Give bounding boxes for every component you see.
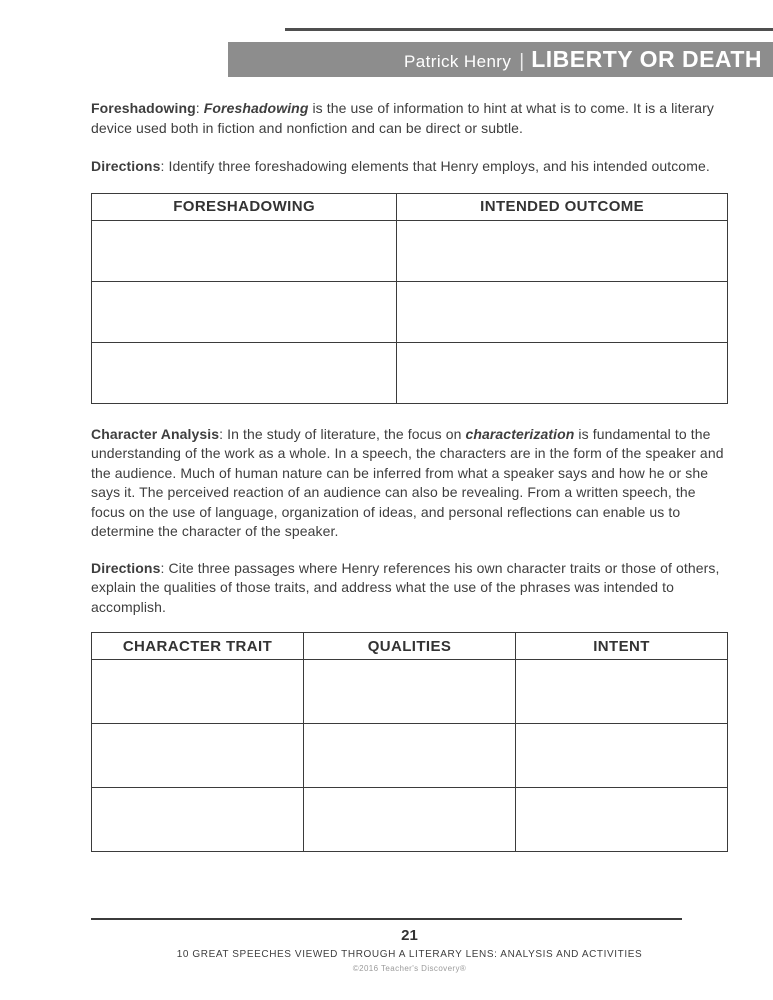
table-row <box>92 220 728 281</box>
answer-cell <box>516 724 728 788</box>
foreshadowing-definition-text: is the use of information to hint at what is to come. It is a literary device used both in fiction and nonfiction and can be direct or subtle. <box>91 100 714 136</box>
answer-cell <box>92 788 304 852</box>
answer-cell <box>397 220 728 281</box>
answer-cell <box>397 281 728 342</box>
character-analysis-definition <box>91 425 728 542</box>
character-analysis-label: Character Analysis <box>91 425 220 442</box>
answer-cell <box>92 724 304 788</box>
table-header-row <box>92 633 728 660</box>
column-header-intended-outcome: INTENDED OUTCOME <box>397 193 728 220</box>
answer-cell <box>92 281 397 342</box>
table-row <box>92 342 728 403</box>
answer-cell <box>304 660 516 724</box>
answer-cell <box>92 220 397 281</box>
directions-text: : Identify three foreshadowing elements that Henry employs, and his intended outcome. <box>160 158 710 174</box>
content-area <box>91 99 728 852</box>
character-analysis-text-before: : In the study of literature, the focus on <box>219 425 466 442</box>
answer-cell <box>397 342 728 403</box>
book-title: 10 GREAT SPEECHES VIEWED THROUGH A LITERARY LENS: ANALYSIS AND ACTIVITIES <box>176 949 643 960</box>
directions-label: Directions <box>91 559 161 576</box>
answer-cell <box>92 342 397 403</box>
page-footer <box>91 918 728 973</box>
header-band <box>228 42 773 77</box>
label-separator: : <box>195 100 204 116</box>
table-row <box>92 660 728 724</box>
characterization-term: characterization <box>465 425 575 442</box>
table-header-row <box>92 193 728 220</box>
directions-label: Directions <box>91 158 161 174</box>
answer-cell <box>304 788 516 852</box>
foreshadowing-definition <box>91 99 728 138</box>
directions-text: : Cite three passages where Henry references his own character traits or those of others, explain the qualities of those traits, and address what the use of the phrases was intended to accomplish. <box>91 559 720 615</box>
answer-cell <box>304 724 516 788</box>
header-speaker: Patrick Henry <box>404 52 512 71</box>
character-table <box>91 632 728 852</box>
directions-foreshadowing <box>91 157 728 177</box>
table-row <box>92 788 728 852</box>
column-header-intent: INTENT <box>516 633 728 660</box>
column-header-foreshadowing: FORESHADOWING <box>92 193 397 220</box>
table-row <box>92 724 728 788</box>
answer-cell <box>92 660 304 724</box>
column-header-qualities: QUALITIES <box>304 633 516 660</box>
page-title: LIBERTY OR DEATH <box>531 46 762 72</box>
foreshadowing-table <box>91 193 728 404</box>
footer-rule <box>91 918 682 920</box>
directions-character <box>91 559 728 618</box>
foreshadowing-label: Foreshadowing <box>91 100 196 116</box>
page-number: 21 <box>401 927 418 944</box>
header-separator: | <box>519 51 525 72</box>
character-analysis-text-after: is fundamental to the understanding of the work as a whole. In a speech, the characters are in the form of the speaker and the audience. Much of human nature can be inferred from what a speaker says and how he or she says it. The perceived reaction of an audience can also be revealing. From a written speech, the focus on the use of language, organization of ideas, and personal reflections can enable us to determine the character of the speaker. <box>91 425 724 539</box>
top-rule <box>285 28 773 31</box>
table-row <box>92 281 728 342</box>
foreshadowing-term: Foreshadowing <box>203 100 309 116</box>
answer-cell <box>516 660 728 724</box>
copyright-notice: ©2016 Teacher's Discovery® <box>352 964 467 973</box>
answer-cell <box>516 788 728 852</box>
column-header-character-trait: CHARACTER TRAIT <box>92 633 304 660</box>
